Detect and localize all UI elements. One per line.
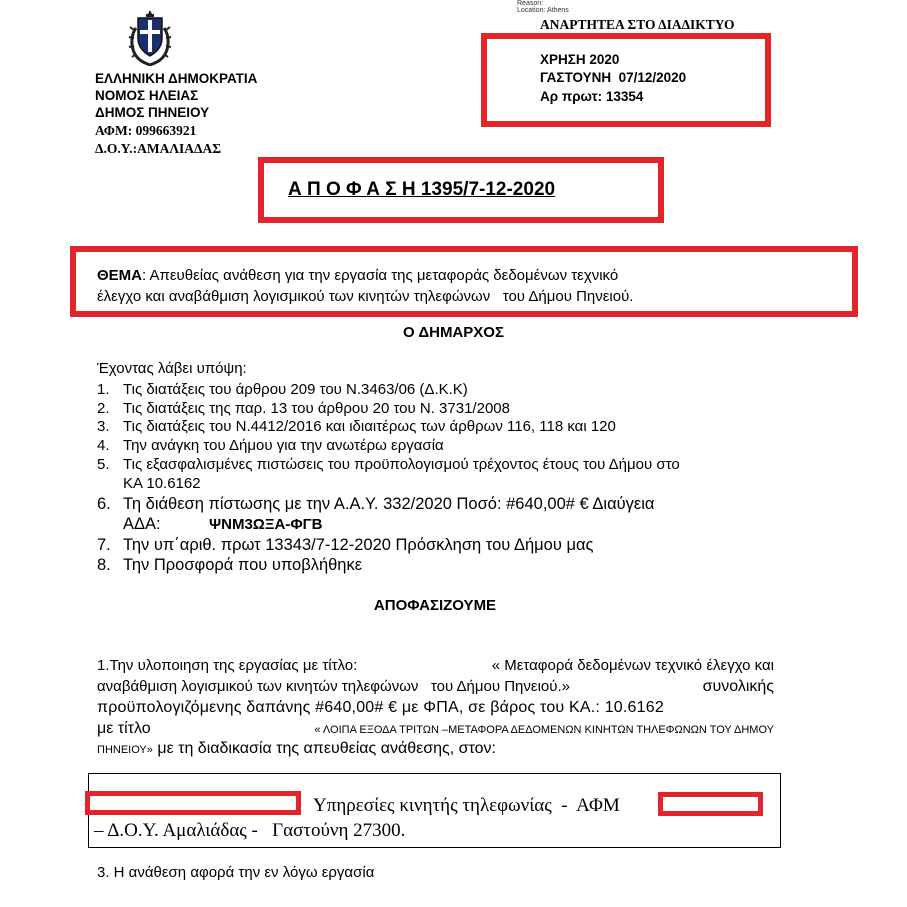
publish-note: ΑΝΑΡΤΗΤΕΑ ΣΤΟ ΔΙΑΔΙΚΤΥΟ bbox=[540, 17, 735, 32]
org-afm: ΑΦΜ: 099663921 bbox=[95, 123, 197, 138]
list-item: 5. Τις εξασφαλισμένες πιστώσεις του προϋπολογισμού τρέχοντος έτους του Δήμου στο bbox=[97, 456, 680, 473]
subject-line-2: έλεγχο και αναβάθμιση λογισμικού των κινητών τηλεφώνων του Δήμου Πηνειού. bbox=[97, 288, 634, 305]
contractor-line-2: – Δ.Ο.Υ. Αμαλιάδας - Γαστούνη 27300. bbox=[94, 820, 406, 841]
greek-coat-of-arms-icon bbox=[126, 8, 174, 66]
decision-line-5: ΠΗΝΕΙΟΥ» με τη διαδικασία της απευθείας ανάθεσης, στον: bbox=[97, 740, 496, 757]
doc-year: ΧΡΗΣΗ 2020 bbox=[540, 52, 620, 67]
redacted-afm bbox=[658, 792, 763, 816]
subject-text: : Απευθείας ανάθεση για την εργασία της μεταφοράς δεδομένων τεχνικό bbox=[142, 267, 619, 284]
org-line-1: ΕΛΛΗΝΙΚΗ ΔΗΜΟΚΡΑΤΙΑ bbox=[95, 71, 258, 86]
decision-line-3: προϋπολογιζόμενης δαπάνης #640,00# € με ΦΠΑ, σε βάρος του ΚΑ.: 10.6162 bbox=[97, 699, 664, 716]
signature-location: Location: Athens bbox=[517, 7, 569, 14]
doc-place-date: ΓΑΣΤΟΥΝΗ 07/12/2020 bbox=[540, 70, 687, 85]
decide-heading: ΑΠΟΦΑΣΙΖΟΥΜΕ bbox=[373, 597, 497, 614]
ada-value: ΨΝΜ3ΩΞΑ-ΦΓΒ bbox=[209, 516, 323, 533]
list-item: 8. Την Προσφορά που υποβλήθηκε bbox=[97, 556, 363, 574]
org-line-2: ΝΟΜΟΣ ΗΛΕΙΑΣ bbox=[95, 88, 199, 103]
list-item: 6. Τη διάθεση πίστωσης με την Α.Α.Υ. 332/2020 Ποσό: #640,00# € Διαύγεια bbox=[97, 495, 655, 513]
list-item: 2. Τις διατάξεις της παρ. 13 του άρθρου 20 του Ν. 3731/2008 bbox=[97, 400, 510, 417]
contractor-services: Υπηρεσίες κινητής τηλεφωνίας - ΑΦΜ bbox=[313, 795, 620, 816]
doc-protocol: Αρ πρωτ: 13354 bbox=[540, 89, 644, 104]
signature-reason: Reason: bbox=[517, 0, 544, 7]
decision-line-2: αναβάθμιση λογισμικού των κινητών τηλεφώνων του Δήμου Πηνειού.» συνολικής bbox=[97, 678, 774, 695]
list-item-continuation: ΚΑ 10.6162 bbox=[123, 475, 201, 492]
item-3: 3. Η ανάθεση αφορά την εν λόγω εργασία bbox=[97, 864, 375, 881]
list-item: 3. Τις διατάξεις του Ν.4412/2016 και ιδιαιτέρως των άρθρων 116, 118 και 120 bbox=[97, 418, 616, 435]
mayor-heading: Ο ΔΗΜΑΡΧΟΣ bbox=[403, 324, 504, 341]
ada-label: ΑΔΑ: bbox=[123, 515, 161, 533]
decision-line-4: με τίτλο « ΛΟΙΠΑ ΕΞΟΔΑ ΤΡΙΤΩΝ –ΜΕΤΑΦΟΡΑ ΔΕΔΟΜΕΝΩΝ ΚΙΝΗΤΩΝ ΤΗΛΕΦΩΝΩΝ ΤΟΥ ΔΗΜΟΥ bbox=[97, 720, 774, 737]
considering-intro: Έχοντας λάβει υπόψη: bbox=[97, 360, 247, 377]
list-item: 4. Την ανάγκη του Δήμου για την ανωτέρω εργασία bbox=[97, 437, 444, 454]
org-line-3: ΔΗΜΟΣ ΠΗΝΕΙΟΥ bbox=[95, 105, 210, 120]
list-item-continuation bbox=[123, 514, 322, 535]
subject-label: ΘΕΜΑ bbox=[97, 267, 142, 284]
list-item: 7. Την υπ΄αριθ. πρωτ 13343/7-12-2020 Πρόσκληση του Δήμου μας bbox=[97, 536, 594, 554]
org-doy: Δ.Ο.Υ.:ΑΜΑΛΙΑΔΑΣ bbox=[95, 141, 222, 156]
list-item: 1. Τις διατάξεις του άρθρου 209 του Ν.3463/06 (Δ.Κ.Κ) bbox=[97, 381, 468, 398]
decision-line-1: 1.Την υλοποιηση της εργασίας με τίτλο: « Μεταφορά δεδομένων τεχνικό έλεγχο και bbox=[97, 657, 774, 674]
subject-line-1 bbox=[97, 266, 772, 286]
decision-title: Α Π Ο Φ Α Σ Η 1395/7-12-2020 bbox=[288, 179, 556, 200]
redacted-name bbox=[85, 791, 301, 815]
